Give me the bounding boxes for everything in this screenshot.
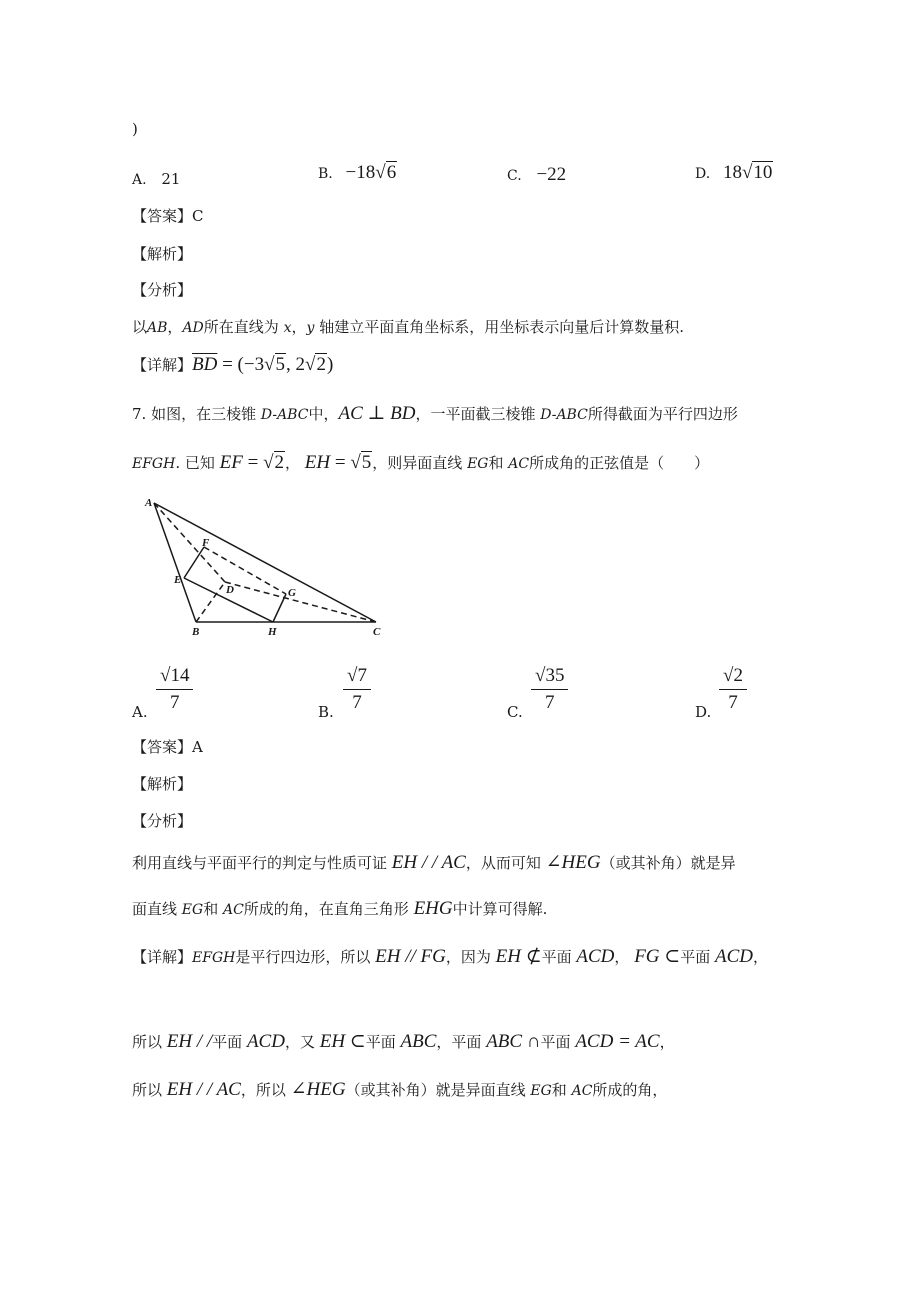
tetrahedron-figure (140, 495, 390, 645)
option-value: 21 (161, 170, 181, 188)
q6-option-b (318, 162, 397, 184)
q7-answer: 【答案】A (132, 738, 203, 756)
q6-option-d (695, 162, 773, 184)
q7-statement-line-1: 7. 如图，在三棱锥 D-ABC中，AC ⊥ BD，一平面截三棱锥 D-ABC所得截面为平行四边形 (132, 403, 738, 424)
label-f: F (202, 537, 210, 549)
q6-detail: 【详解】$\overline{BD} = (-3√5$, 2√2) (132, 354, 334, 375)
label-h: H (268, 626, 277, 638)
edge-ef (184, 547, 204, 578)
q7-option-b-label: B. (318, 703, 334, 721)
option-label: C. (507, 168, 522, 184)
q6-analysis-heading: 【解析】 (132, 245, 193, 263)
label-e: E (174, 574, 182, 586)
label-d: D (226, 584, 234, 596)
vector-bd: $\overline{BD}$ (192, 354, 218, 375)
q7-statement-line-2: EFGH. 已知 EF = √2， EH = √5，则异面直线 EG和 AC所成角的正弦值是（ ） (132, 452, 710, 473)
edge-ab (154, 503, 196, 622)
q7-option-a-value: $\frac{√14}{7}$ (156, 665, 193, 714)
q6-answer: 【答案】C (132, 207, 204, 225)
q7-option-b-value: $\frac{√7}{7}$ (343, 665, 371, 714)
q6-fenxi-text: 以AB，AD所在直线为 x，y 轴建立平面直角坐标系，用坐标表示向量后计算数量积. (132, 318, 684, 336)
option-value: −18√6 (345, 162, 397, 183)
q6-option-c (507, 164, 566, 186)
edge-bd (196, 582, 225, 622)
label-a: A (145, 497, 153, 509)
option-value: −22 (536, 164, 567, 185)
label-b: B (192, 626, 200, 638)
label-g: G (288, 587, 296, 599)
label-c: C (373, 626, 381, 638)
q7-detail-line-1: 【详解】EFGH是平行四边形，所以 EH // FG，因为 EH ⊄平面 ACD， FG ⊂平面 ACD， (132, 946, 768, 967)
option-label: B. (318, 166, 333, 182)
q7-option-c-label: C. (507, 703, 523, 721)
option-label: A. (132, 172, 147, 188)
continued-paren: ) (132, 120, 138, 138)
q7-option-d-value: $\frac{√2}{7}$ (719, 665, 747, 714)
q7-detail-line-2: 所以 EH / /平面 ACD，又 EH ⊂平面 ABC，平面 ABC ∩平面 ACD = AC， (132, 1031, 675, 1052)
q7-fenxi-line-2: 面直线 EG和 AC所成的角，在直角三角形 EHG中计算可得解. (132, 898, 548, 919)
edge-ac (154, 503, 376, 622)
q7-analysis-heading: 【解析】 (132, 775, 193, 793)
q6-option-a (132, 170, 180, 188)
q7-option-d-label: D. (695, 703, 712, 721)
q7-option-c-value: $\frac{√35}{7}$ (531, 665, 568, 714)
option-value: 18√10 (722, 162, 773, 183)
q7-detail-line-3: 所以 EH / / AC，所以 ∠HEG（或其补角）就是异面直线 EG和 AC所成的角， (132, 1079, 668, 1100)
option-label: D. (695, 166, 711, 182)
q7-fenxi-line-1: 利用直线与平面平行的判定与性质可证 EH / / AC，从而可知 ∠HEG（或其补角）就是异 (132, 852, 736, 873)
q7-option-a-label: A. (132, 703, 148, 721)
edge-dc (225, 582, 376, 622)
q7-fenxi-heading: 【分析】 (132, 812, 193, 830)
q6-fenxi-heading: 【分析】 (132, 281, 193, 299)
